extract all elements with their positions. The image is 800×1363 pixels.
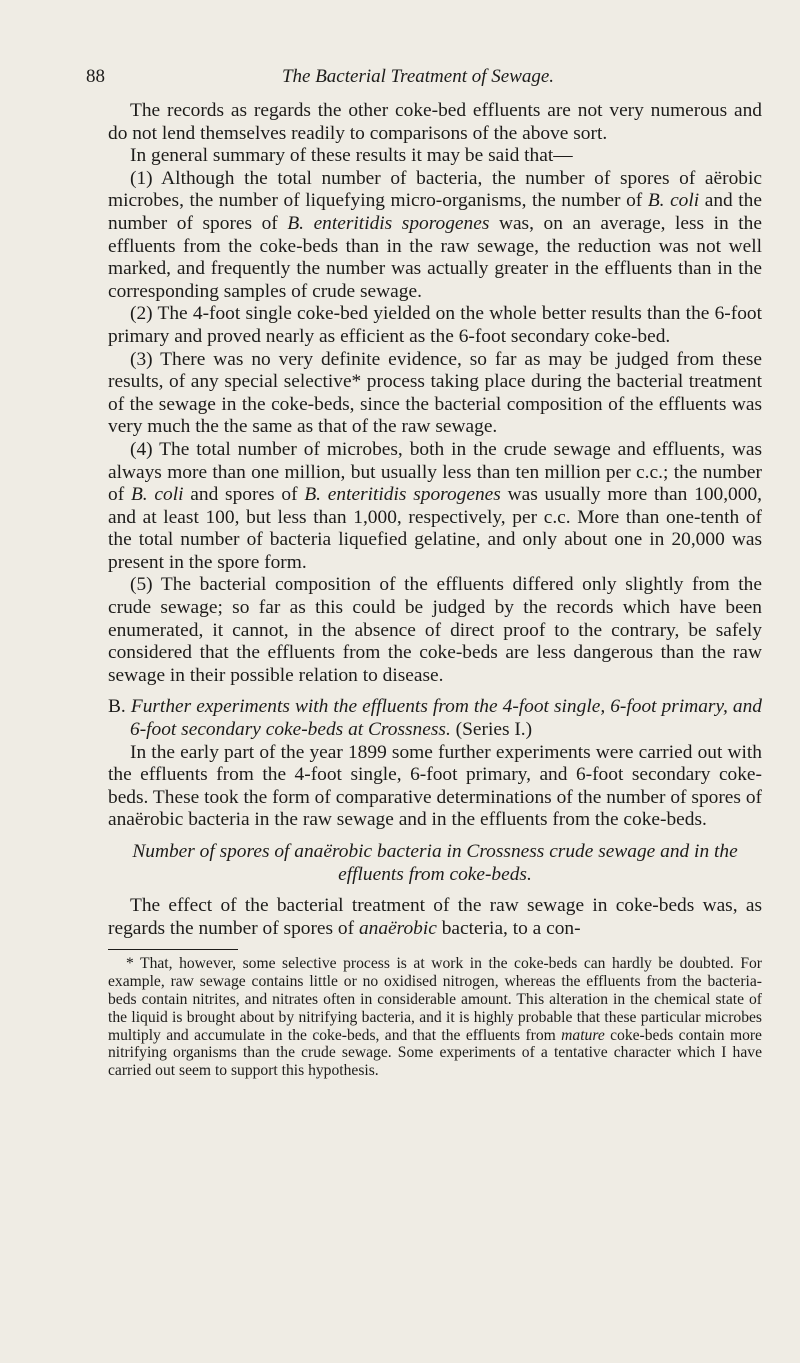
table-caption: Number of spores of anaërobic bacteria in Crossness crude sewage and in the effluents from coke-beds. — [132, 841, 738, 885]
experiment-paragraph: In the early part of the year 1899 some further experiments were carried out with the effluents from the 4-foot single, 6-foot primary, and 6-foot secondary coke-beds. These took the form of comparative determinations of the number of spores of anaërobic bacteria in the raw sewage and in the effluents from the coke-beds. — [108, 741, 762, 831]
page-number: 88 — [86, 66, 105, 87]
footnote: * That, however, some selective process is at work in the coke-beds can hardly be doubted. For example, raw sewage contains little or no oxidised nitrogen, whereas the effluents from the bacteria-beds contain nitrites, and nitrates often in considerable amount. This alteration in the chemical state of the liquid is brought about by nitrifying bacteria, and it is highly probable that these particular microbes multiply and accumulate in the coke-beds, and that the effluents from mature coke-beds contain more nitrifying organisms than the crude sewage. Some experiments of a tentative character which I have carried out seem to support this hypothesis. — [108, 955, 762, 1080]
section-b-heading: B. Further experiments with the effluents from the 4-foot single, 6-foot primary, and 6-foot secondary coke-beds at Crossness. (Series I.) — [108, 696, 762, 741]
page-body — [108, 100, 762, 1080]
footnote-rule — [108, 949, 238, 950]
summary-point-5: (5) The bacterial composition of the effluents differed only slightly from the crude sewage; so far as this could be judged by the records which have been enumerated, it cannot, in the absence of direct proof to the contrary, be safely considered that the effluents from the coke-beds are less dangerous than the raw sewage in their possible relation to disease. — [108, 574, 762, 686]
page-header — [86, 66, 750, 90]
effect-paragraph: The effect of the bacterial treatment of the raw sewage in coke-beds was, as regards the number of spores of anaërobic bacteria, to a con- — [108, 895, 762, 939]
running-title: The Bacterial Treatment of Sewage. — [281, 66, 555, 87]
summary-point-1: (1) Although the total number of bacteria, the number of spores of aërobic microbes, the number of liquefying micro-organisms, the number of B. coli and the number of spores of B. enteritidis sporogenes was, on an average, less in the effluents from the coke-beds than in the raw sewage, the reduction was not well marked, and frequently the number was actually greater in the effluents than in the corresponding samples of crude sewage. — [108, 167, 762, 302]
summary-point-4: (4) The total number of microbes, both in the crude sewage and effluents, was always more than one million, but usually less than ten million per c.c.; the number of B. coli and spores of B. enteritidis sporogenes was usually more than 100,000, and at least 100, but less than 1,000, respectively, per c.c. More than one-tenth of the total number of bacteria liquefied gelatine, and only about one in 20,000 was present in the spore form. — [108, 438, 762, 573]
intro-paragraph: The records as regards the other coke-bed effluents are not very numerous and do not lend themselves readily to comparisons of the above sort. — [108, 100, 762, 144]
summary-intro: In general summary of these results it may be said that— — [130, 145, 573, 167]
summary-point-2: (2) The 4-foot single coke-bed yielded on the whole better results than the 6-foot primary and proved nearly as efficient as the 6-foot secondary coke-bed. — [108, 303, 762, 347]
summary-point-3: (3) There was no very definite evidence, so far as may be judged from these results, of any special selective* process taking place during the bacterial treatment of the sewage in the coke-beds, since the bacterial composition of the effluents was very much the the same as that of the raw sewage. — [108, 348, 762, 438]
